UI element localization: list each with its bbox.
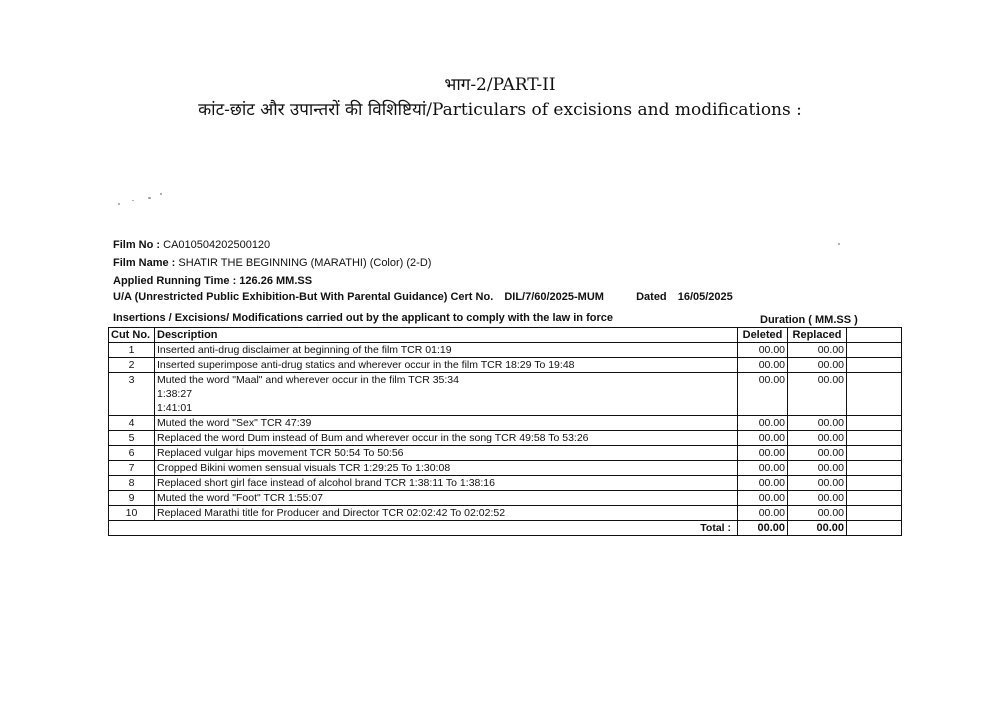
table-row xyxy=(109,506,902,521)
header-blank xyxy=(847,328,902,343)
cell-blank xyxy=(847,476,902,491)
cell-description xyxy=(155,416,738,431)
scan-speck xyxy=(838,243,840,245)
cell-description xyxy=(155,358,738,373)
cell-replaced: 00.00 xyxy=(788,373,847,416)
cell-blank xyxy=(847,491,902,506)
total-blank xyxy=(847,521,902,536)
cell-description xyxy=(155,446,738,461)
cell-deleted: 00.00 xyxy=(738,506,788,521)
cell-blank xyxy=(847,431,902,446)
cell-cut-no: 9 xyxy=(109,491,155,506)
cell-cut-no: 5 xyxy=(109,431,155,446)
description-line: Replaced short girl face instead of alcohol brand TCR 1:38:11 To 1:38:16 xyxy=(157,477,495,489)
cell-blank xyxy=(847,446,902,461)
total-deleted: 00.00 xyxy=(738,521,788,536)
cell-description xyxy=(155,373,738,416)
certificate-dated-label: Dated xyxy=(636,291,667,303)
cell-replaced: 00.00 xyxy=(788,476,847,491)
part-heading: भाग-2/PART-II xyxy=(444,75,556,95)
cell-cut-no: 1 xyxy=(109,343,155,358)
description-line: Muted the word "Maal" and wherever occur in the film TCR 35:34 xyxy=(157,374,459,386)
cell-cut-no: 4 xyxy=(109,416,155,431)
description-line: Replaced the word Dum instead of Bum and wherever occur in the song TCR 49:58 To 53:26 xyxy=(157,432,589,444)
cell-cut-no: 7 xyxy=(109,461,155,476)
cell-cut-no: 10 xyxy=(109,506,155,521)
table-header-row xyxy=(109,328,902,343)
cell-replaced: 00.00 xyxy=(788,491,847,506)
table-row xyxy=(109,431,902,446)
header-replaced: Replaced xyxy=(788,328,847,343)
film-no xyxy=(113,239,270,251)
document-title: कांट-छांट और उपान्तरों की विशिष्टियां/Particulars of excisions and modifications : xyxy=(198,100,802,120)
cell-deleted: 00.00 xyxy=(738,343,788,358)
total-row xyxy=(109,521,902,536)
scan-speck xyxy=(148,197,151,199)
description-line: Cropped Bikini women sensual visuals TCR 1:29:25 To 1:30:08 xyxy=(157,462,451,474)
header-deleted: Deleted xyxy=(738,328,788,343)
header-description: Description xyxy=(155,328,738,343)
table-body xyxy=(109,343,902,521)
cell-description xyxy=(155,506,738,521)
description-line: Replaced vulgar hips movement TCR 50:54 To 50:56 xyxy=(157,447,404,459)
table-row xyxy=(109,491,902,506)
description-line: Inserted superimpose anti-drug statics and wherever occur in the film TCR 18:29 To 19:48 xyxy=(157,359,575,371)
cell-blank xyxy=(847,343,902,358)
cell-replaced: 00.00 xyxy=(788,506,847,521)
total-label: Total : xyxy=(109,521,738,536)
cell-description xyxy=(155,461,738,476)
cell-deleted: 00.00 xyxy=(738,476,788,491)
certificate-line xyxy=(113,291,741,303)
description-line: 1:41:01 xyxy=(157,402,193,414)
cell-description xyxy=(155,491,738,506)
cell-cut-no: 8 xyxy=(109,476,155,491)
description-line: Muted the word "Sex" TCR 47:39 xyxy=(157,417,312,429)
cell-deleted: 00.00 xyxy=(738,446,788,461)
table-row xyxy=(109,461,902,476)
film-no-label: Film No : xyxy=(113,239,161,251)
table-row xyxy=(109,373,902,416)
cell-blank xyxy=(847,416,902,431)
cell-cut-no: 3 xyxy=(109,373,155,416)
scan-speck xyxy=(118,203,120,205)
header-cut-no: Cut No. xyxy=(109,328,155,343)
cell-deleted: 00.00 xyxy=(738,491,788,506)
table-row xyxy=(109,446,902,461)
cell-replaced: 00.00 xyxy=(788,461,847,476)
film-no-value: CA010504202500120 xyxy=(163,239,271,251)
table-row xyxy=(109,343,902,358)
table-row xyxy=(109,476,902,491)
cell-blank xyxy=(847,358,902,373)
cell-description xyxy=(155,476,738,491)
film-name-label: Film Name : xyxy=(113,257,176,269)
insertions-heading: Insertions / Excisions/ Modifications carried out by the applicant to comply with the law in force xyxy=(113,312,613,324)
cell-description xyxy=(155,343,738,358)
description-line: Inserted anti-drug disclaimer at beginning of the film TCR 01:19 xyxy=(157,344,452,356)
cell-replaced: 00.00 xyxy=(788,358,847,373)
applied-running-time: Applied Running Time : 126.26 MM.SS xyxy=(113,275,313,287)
excisions-table xyxy=(108,327,902,536)
cell-blank xyxy=(847,506,902,521)
cell-cut-no: 6 xyxy=(109,446,155,461)
description-line: Muted the word "Foot" TCR 1:55:07 xyxy=(157,492,324,504)
description-line: Replaced Marathi title for Producer and Director TCR 02:02:42 To 02:02:52 xyxy=(157,507,506,519)
certificate-date: 16/05/2025 xyxy=(677,291,733,303)
table-row xyxy=(109,358,902,373)
cell-blank xyxy=(847,373,902,416)
cell-description xyxy=(155,431,738,446)
description-line: 1:38:27 xyxy=(157,388,193,400)
certificate-category: U/A (Unrestricted Public Exhibition-But With Parental Guidance) Cert No. xyxy=(113,291,494,303)
table-row xyxy=(109,416,902,431)
cell-replaced: 00.00 xyxy=(788,416,847,431)
cell-replaced: 00.00 xyxy=(788,431,847,446)
cell-deleted: 00.00 xyxy=(738,416,788,431)
cell-replaced: 00.00 xyxy=(788,343,847,358)
film-name-value: SHATIR THE BEGINNING (MARATHI) (Color) (2-D) xyxy=(178,257,432,269)
cell-deleted: 00.00 xyxy=(738,358,788,373)
total-replaced: 00.00 xyxy=(788,521,847,536)
scan-speck xyxy=(132,200,134,201)
cell-deleted: 00.00 xyxy=(738,373,788,416)
cell-cut-no: 2 xyxy=(109,358,155,373)
certificate-number: DIL/7/60/2025-MUM xyxy=(504,291,604,303)
film-name xyxy=(113,257,431,269)
cell-replaced: 00.00 xyxy=(788,446,847,461)
cell-blank xyxy=(847,461,902,476)
cell-deleted: 00.00 xyxy=(738,431,788,446)
cell-deleted: 00.00 xyxy=(738,461,788,476)
duration-heading: Duration ( MM.SS ) xyxy=(760,314,858,326)
scan-speck xyxy=(160,193,162,195)
